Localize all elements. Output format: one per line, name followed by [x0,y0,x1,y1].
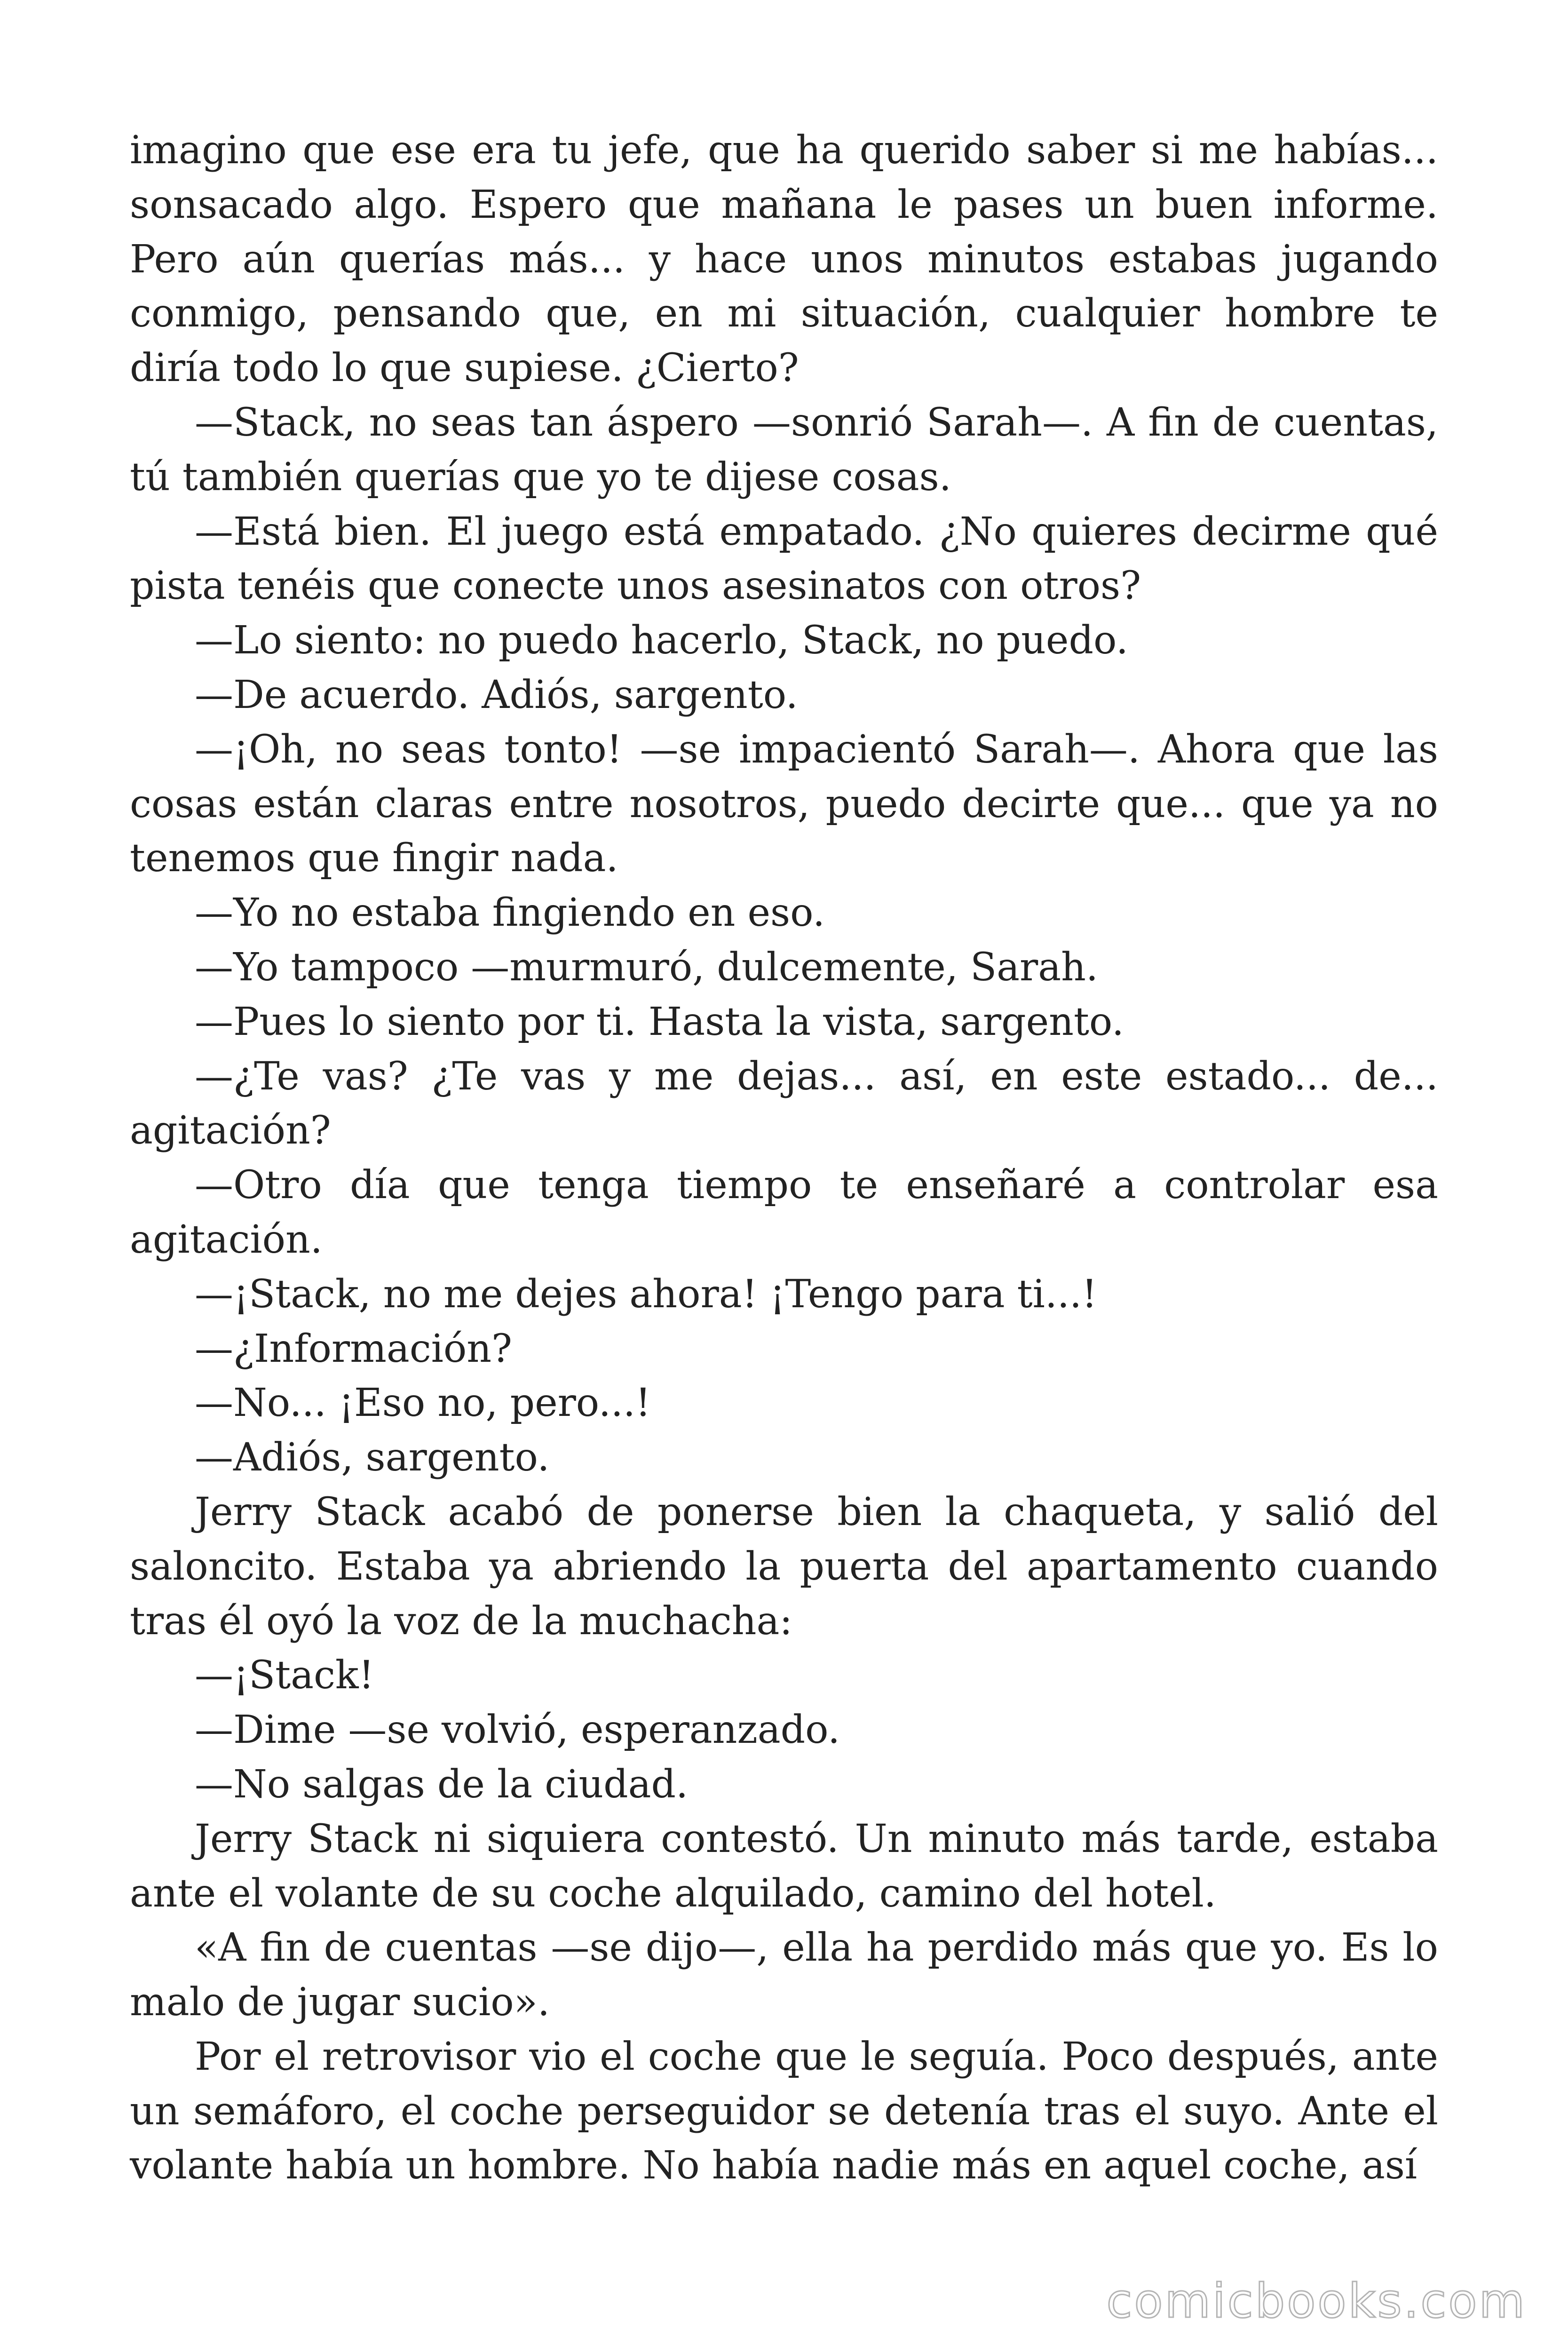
paragraph-9: —Pues lo siento por ti. Hasta la vista, sargento. [195,999,1124,1044]
paragraph-14: —No... ¡Eso no, pero...! [195,1381,651,1426]
paragraph-5: —De acuerdo. Adiós, sargento. [195,672,798,717]
paragraph-19: —No salgas de la ciudad. [195,1762,689,1807]
paragraph-15: —Adiós, sargento. [195,1435,550,1480]
paragraph-7: —Yo no estaba fingiendo en eso. [195,890,825,936]
paragraph-6: —¡Oh, no seas tonto! —se impacientó Sarah—. Ahora que las cosas están claras entre nosotros, puedo decirte que... que ya no tenemos que fingir nada. [130,727,1438,881]
paragraph-11: —Otro día que tenga tiempo te enseñaré a controlar esa agitación. [130,1163,1438,1262]
paragraph-12: —¡Stack, no me dejes ahora! ¡Tengo para ti...! [195,1271,1097,1317]
paragraph-4: —Lo siento: no puedo hacerlo, Stack, no puedo. [195,618,1128,663]
paragraph-21: «A fin de cuentas —se dijo—, ella ha perdido más que yo. Es lo malo de jugar sucio». [130,1925,1438,2025]
paragraph-3: —Está bien. El juego está empatado. ¿No quieres decirme qué pista tenéis que conecte unos asesinatos con otros? [130,509,1438,609]
paragraph-8: —Yo tampoco —murmuró, dulcemente, Sarah. [195,945,1098,990]
watermark-text: comicbooks.com [1106,2273,1527,2328]
paragraph-13: —¿Información? [195,1326,513,1371]
paragraph-17: —¡Stack! [195,1653,374,1698]
paragraph-22: Por el retrovisor vio el coche que le seguía. Poco después, ante un semáforo, el coche perseguidor se detenía tras el suyo. Ante el volante había un hombre. No había nadie más en aquel coche, así [130,2034,1438,2188]
page-text [130,123,1438,2193]
paragraph-10: —¿Te vas? ¿Te vas y me dejas... así, en este estado... de... agitación? [130,1054,1438,1153]
paragraph-2: —Stack, no seas tan áspero —sonrió Sarah—. A fin de cuentas, tú también querías que yo te dijese cosas. [130,400,1438,500]
paragraph-1: imagino que ese era tu jefe, que ha querido saber si me habías... sonsacado algo. Espero que mañana le pases un buen informe. Pero aún querías más... y hace unos minutos estabas jugando conmigo, pensando que, en mi situación, cualquier hombre te diría todo lo que supiese. ¿Cierto? [130,128,1438,391]
paragraph-16: Jerry Stack acabó de ponerse bien la chaqueta, y salió del saloncito. Estaba ya abriendo la puerta del apartamento cuando tras él oyó la voz de la muchacha: [130,1489,1438,1644]
paragraph-20: Jerry Stack ni siquiera contestó. Un minuto más tarde, estaba ante el volante de su coche alquilado, camino del hotel. [130,1816,1438,1916]
paragraph-18: —Dime —se volvió, esperanzado. [195,1708,840,1753]
